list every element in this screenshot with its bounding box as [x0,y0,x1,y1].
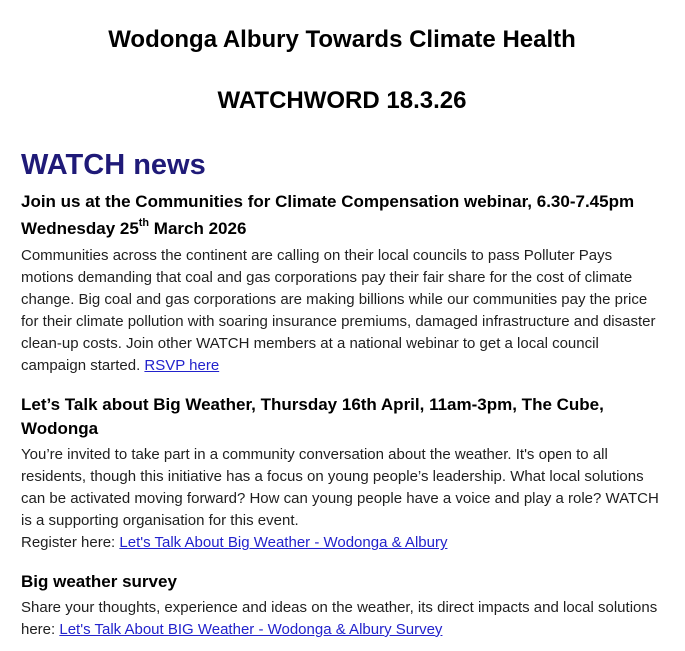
webinar-heading-text-2: March 2026 [149,219,247,239]
page-title: Wodonga Albury Towards Climate Health [108,26,576,53]
big-weather-register-link[interactable]: Let's Talk About Big Weather - Wodonga & Albury [119,534,448,552]
webinar-paragraph [21,245,663,377]
survey-heading: Big weather survey [21,572,177,592]
webinar-heading-text-1: Join us at the Communities for Climate Compensation webinar, 6.30-7.45pm Wednesday 25 [21,192,635,239]
big-weather-paragraph [21,444,663,554]
survey-link[interactable]: Let's Talk About BIG Weather - Wodonga & Albury Survey [59,620,443,638]
big-weather-heading: Let’s Talk about Big Weather, Thursday 16th April, 11am-3pm, The Cube, Wodonga [21,395,604,439]
survey-paragraph [21,597,663,641]
register-here-label: Register here: [21,534,120,552]
newsletter-page [0,26,685,651]
survey-body-text: Share your thoughts, experience and ideas on the weather, its direct impacts and local solutions here: [21,598,658,638]
issue-title: WATCHWORD 18.3.26 [217,86,467,114]
ordinal-superscript: th [138,216,150,229]
watch-news-heading: WATCH news [21,149,206,182]
rsvp-link[interactable]: RSVP here [144,357,220,375]
webinar-heading [21,188,663,242]
webinar-body-text: Communities across the continent are calling on their local councils to pass Polluter Pays motions demanding that coal and gas corporations pay their fair share for the cost of climate change. Big coal and gas corporations are making billions while our communities pay the price for their climate pollution with soaring insurance premiums, damaged infrastructure and disaster clean-up costs. Join other WATCH members at a national webinar to get a local council campaign started. [21,247,656,375]
big-weather-body-text: You’re invited to take part in a community conversation about the weather. It's open to all residents, though this initiative has a focus on young people’s leadership. What local solutions can be activated moving forward? How can young people have a voice and play a role? WATCH is a supporting organisation for this event. [21,446,659,530]
